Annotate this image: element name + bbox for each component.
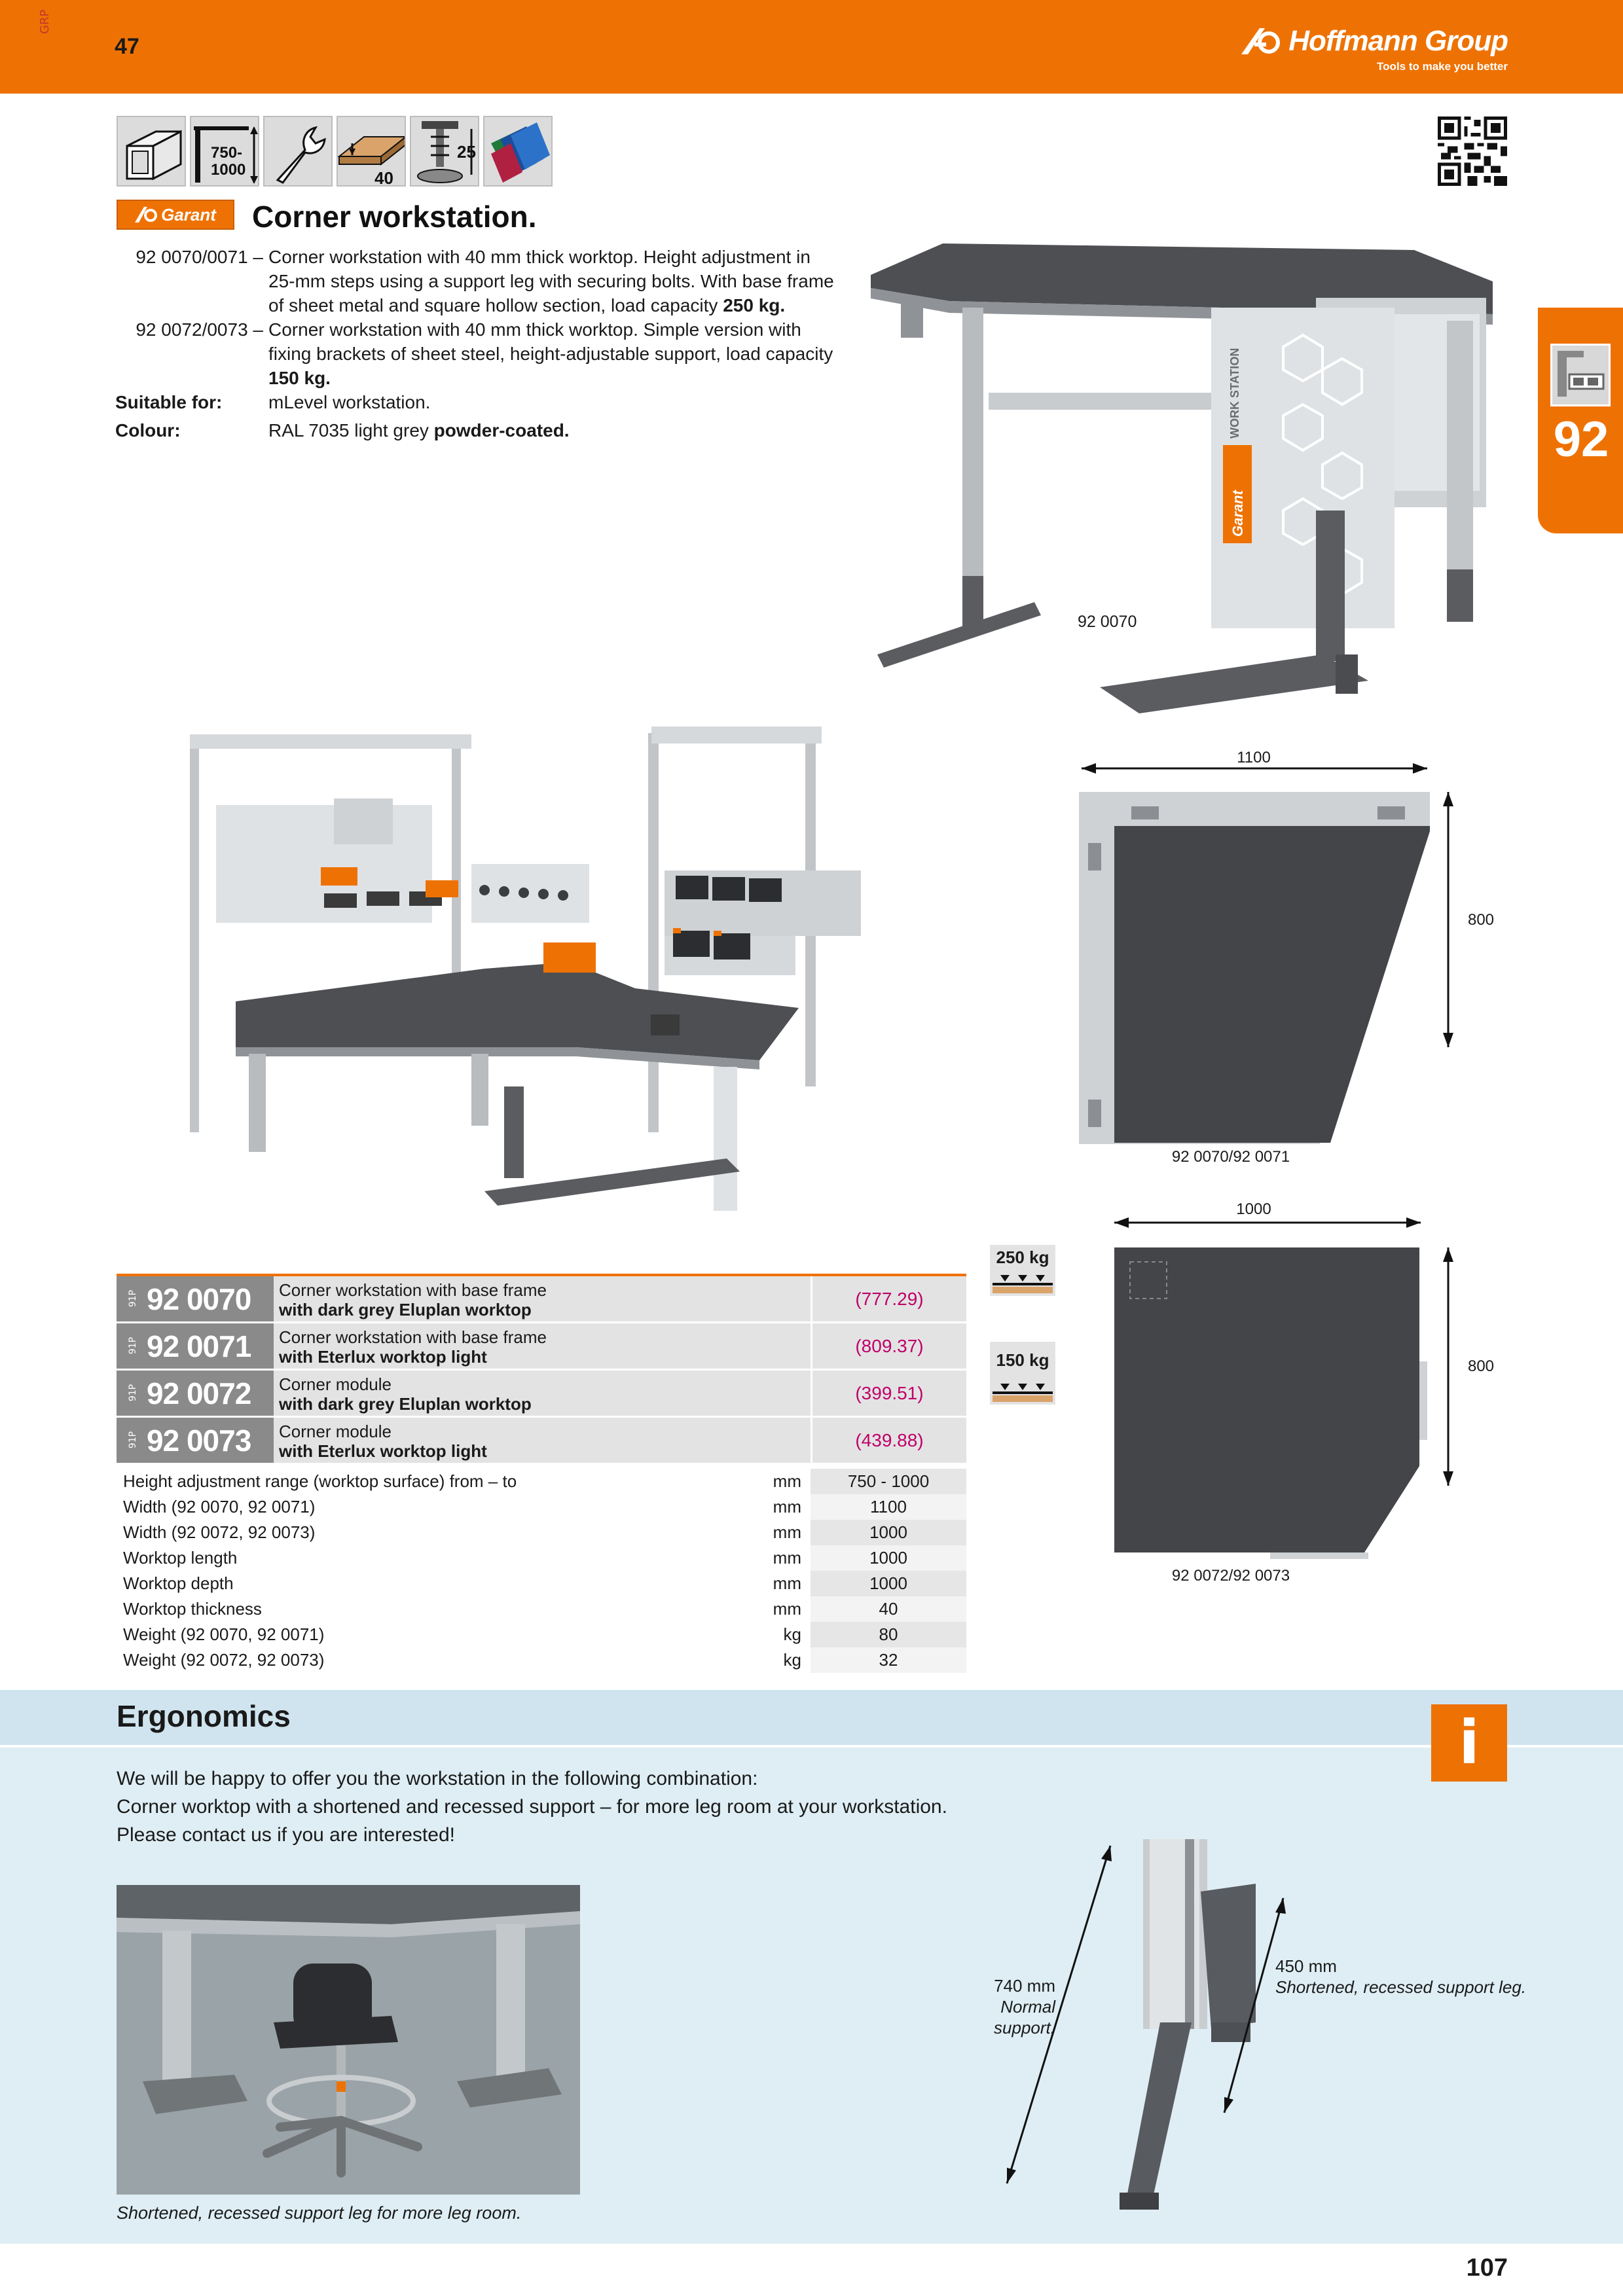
spec-row	[117, 1545, 966, 1571]
load-150-icon	[990, 1342, 1055, 1405]
product-price: (439.88)	[811, 1418, 966, 1463]
spec-value: 40	[811, 1596, 966, 1622]
diagram-width-bottom: 1000	[1236, 1200, 1271, 1218]
product-price: (777.29)	[811, 1276, 966, 1321]
normal-support-text: support.	[994, 2018, 1055, 2037]
page-number-bottom: 107	[1466, 2254, 1508, 2282]
ergonomics-line: Corner worktop with a shortened and recessed support – for more leg room at your workstation.	[117, 1796, 947, 1818]
diagram-caption-top: 92 0070/92 0071	[1171, 1148, 1290, 1166]
spec-value: 750 - 1000	[811, 1469, 966, 1494]
short-length: 450 mm	[1275, 1956, 1337, 1976]
product-name: Corner module	[279, 1422, 392, 1441]
spec-row	[117, 1571, 966, 1596]
qr-code[interactable]	[1438, 116, 1507, 187]
panel-logo: Garant	[1230, 490, 1246, 537]
description-text: Corner workstation with 40 mm thick worktop. Height adjustment in 25-mm steps using a support leg with securing bolts. With base frame of sheet metal and square hollow section, load capacity	[268, 247, 834, 315]
description-item	[115, 245, 835, 317]
garant-mark-icon	[135, 206, 157, 224]
spec-unit: mm	[773, 1548, 801, 1568]
price-group: 91P	[128, 1431, 139, 1449]
product-price: (399.51)	[811, 1371, 966, 1416]
colour-finish: powder-coated.	[433, 420, 570, 440]
height-max-value: 1000	[211, 161, 246, 179]
description-text: Corner workstation with 40 mm thick worktop. Simple version with fixing brackets of sheet steel, height-adjustable support, load capacity	[268, 319, 833, 364]
garant-logo-text: Garant	[161, 204, 216, 224]
leg-room-photo	[117, 1885, 580, 2195]
spec-value: 1000	[811, 1571, 966, 1596]
spec-label: Width (92 0072, 92 0073)	[123, 1522, 316, 1542]
product-description	[115, 245, 835, 442]
description-key: 92 0070/0071 –	[136, 247, 263, 267]
spec-label: Worktop thickness	[123, 1599, 262, 1619]
spec-label: Weight (92 0070, 92 0071)	[123, 1624, 325, 1644]
product-variant: with Eterlux worktop light	[279, 1347, 487, 1367]
article-number: 92 0071	[147, 1329, 251, 1363]
colour-label: Colour:	[115, 420, 181, 440]
normal-support-text: Normal	[1000, 1997, 1055, 2017]
garant-logo	[117, 200, 234, 230]
spec-unit: kg	[783, 1650, 801, 1670]
product-name: Corner workstation with base frame	[279, 1327, 547, 1347]
page-number-top: 47	[115, 34, 139, 59]
workstation-chapter-icon	[1550, 344, 1611, 406]
article-number: 92 0072	[147, 1376, 251, 1410]
dimension-diagram-920070	[1074, 746, 1467, 1178]
load-capacity: 250 kg.	[723, 295, 786, 315]
table-row[interactable]	[117, 1323, 966, 1371]
spec-label: Height adjustment range (worktop surface) from – to	[123, 1471, 517, 1491]
spec-label: Weight (92 0072, 92 0073)	[123, 1650, 325, 1670]
spec-unit: kg	[783, 1624, 801, 1644]
product-name: Corner workstation with base frame	[279, 1280, 547, 1300]
ergonomics-title: Ergonomics	[117, 1699, 291, 1733]
spec-label: Worktop length	[123, 1548, 238, 1568]
workstation-scene-photo	[177, 720, 910, 1217]
product-variant: with dark grey Eluplan worktop	[279, 1300, 532, 1319]
spec-value: 1100	[811, 1494, 966, 1520]
wrench-icon	[263, 116, 333, 187]
spec-icon-strip	[117, 116, 553, 187]
spec-unit: mm	[773, 1471, 801, 1491]
price-group: 91P	[128, 1384, 139, 1402]
suitable-for-value: mLevel workstation.	[268, 392, 431, 412]
description-item	[115, 317, 835, 390]
product-table	[117, 1276, 966, 1465]
load-150-label: 150 kg	[990, 1342, 1055, 1378]
load-capacity: 150 kg.	[268, 368, 331, 388]
spec-unit: mm	[773, 1573, 801, 1593]
spec-value: 1000	[811, 1520, 966, 1545]
spec-unit: mm	[773, 1599, 801, 1619]
diagram-width-top: 1100	[1237, 749, 1271, 766]
product-variant: with dark grey Eluplan worktop	[279, 1394, 532, 1414]
product-name: Corner module	[279, 1374, 392, 1394]
price-group: 91P	[128, 1289, 139, 1308]
normal-support-label	[976, 1975, 1055, 2038]
spec-unit: mm	[773, 1497, 801, 1516]
spec-row	[117, 1596, 966, 1622]
brand-logo[interactable]	[1240, 25, 1508, 73]
photo-caption: Shortened, recessed support leg for more leg room.	[117, 2203, 522, 2223]
spec-value: 1000	[811, 1545, 966, 1571]
ergonomics-line: We will be happy to offer you the workstation in the following combination:	[117, 1768, 758, 1789]
spec-row	[117, 1469, 966, 1494]
description-key: 92 0072/0073 –	[136, 319, 263, 340]
brand-name: Hoffmann Group	[1288, 25, 1508, 57]
diagram-depth-top: 800	[1467, 911, 1495, 929]
short-support-label	[1275, 1956, 1526, 1998]
square-hollow-section-icon	[117, 116, 186, 187]
leg-step-value: 25	[457, 142, 476, 162]
table-row[interactable]	[117, 1371, 966, 1418]
article-number: 92 0070	[147, 1282, 251, 1316]
load-250-icon	[990, 1245, 1055, 1296]
ergonomics-line: Please contact us if you are interested!	[117, 1824, 455, 1846]
diagram-caption-bottom: 92 0072/92 0073	[1171, 1567, 1290, 1585]
dimension-diagram-920072	[1106, 1198, 1473, 1604]
suitable-for-label: Suitable for:	[115, 392, 223, 412]
support-leg-icon	[410, 116, 479, 187]
page-title: Corner workstation.	[252, 200, 537, 234]
spec-label: Worktop depth	[123, 1573, 234, 1593]
spec-row	[117, 1622, 966, 1647]
suitable-for-row	[115, 390, 835, 414]
colour-row	[115, 418, 835, 442]
catalog-code: GRP	[38, 9, 52, 34]
table-row[interactable]	[117, 1418, 966, 1465]
short-support-text: Shortened, recessed support leg.	[1275, 1977, 1527, 1997]
colour-value: RAL 7035 light grey	[268, 420, 429, 440]
product-image-label: 92 0070	[1078, 613, 1137, 631]
spec-row	[117, 1494, 966, 1520]
price-group: 91P	[128, 1336, 139, 1355]
spec-table	[117, 1469, 966, 1673]
info-icon[interactable]: i	[1431, 1704, 1507, 1782]
colour-swatch-icon	[483, 116, 553, 187]
spec-label: Width (92 0070, 92 0071)	[123, 1497, 316, 1516]
normal-length: 740 mm	[994, 1976, 1055, 1996]
load-250-label: 250 kg	[990, 1245, 1055, 1270]
table-row[interactable]	[117, 1276, 966, 1323]
spec-value: 32	[811, 1647, 966, 1673]
brand-tagline: Tools to make you better	[1377, 60, 1508, 73]
spec-row	[117, 1647, 966, 1673]
product-variant: with Eterlux worktop light	[279, 1441, 487, 1461]
spec-unit: mm	[773, 1522, 801, 1542]
diagram-depth-bottom: 800	[1467, 1357, 1495, 1375]
height-min-value: 750-	[211, 144, 243, 162]
chapter-number: 92	[1553, 412, 1609, 467]
hoffmann-logo-icon	[1240, 26, 1282, 57]
thickness-value: 40	[374, 168, 393, 187]
height-adjustment-icon	[190, 116, 259, 187]
spec-value: 80	[811, 1622, 966, 1647]
article-number: 92 0073	[147, 1423, 251, 1458]
corner-workstation-photo	[864, 236, 1506, 733]
worktop-thickness-icon	[337, 116, 406, 187]
product-price: (809.37)	[811, 1323, 966, 1369]
spec-row	[117, 1520, 966, 1545]
panel-text: WORK STATION	[1228, 348, 1241, 439]
